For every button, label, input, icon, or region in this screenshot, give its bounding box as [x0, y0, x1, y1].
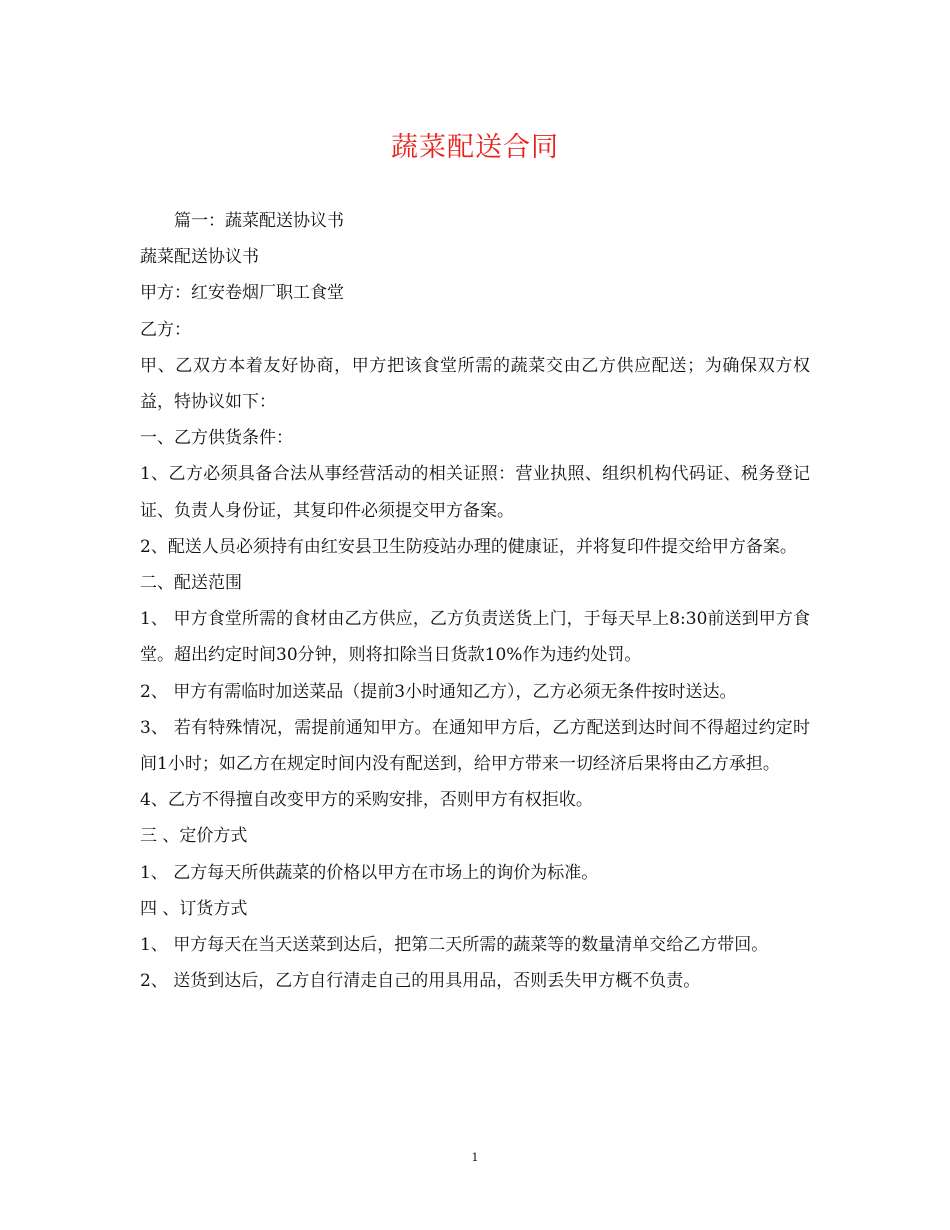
- preamble-paragraph: 甲、乙双方本着友好协商，甲方把该食堂所需的蔬菜交由乙方供应配送；为确保双方权益，特协议如下：: [140, 355, 810, 413]
- clause-item: 1、 乙方每天所供蔬菜的价格以甲方在市场上的询价为标准。: [140, 862, 599, 883]
- clause-item: 3、 若有特殊情况，需提前通知甲方。在通知甲方后，乙方配送到达时间不得超过约定时间1小时；如乙方在规定时间内没有配送到，给甲方带来一切经济后果将由乙方承担。: [140, 717, 810, 775]
- party-b: 乙方：: [140, 319, 191, 340]
- clause-item: 1、乙方必须具备合法从事经营活动的相关证照：营业执照、组织机构代码证、税务登记证、负责人身份证，其复印件必须提交甲方备案。: [140, 464, 810, 521]
- clause-item: 4、乙方不得擅自改变甲方的采购安排，否则甲方有权拒收。: [140, 790, 593, 811]
- clause-heading: 一、乙方供货条件：: [140, 428, 293, 449]
- clause-item: 1、 甲方食堂所需的食材由乙方供应，乙方负责送货上门，于每天早上8:30前送到甲方食堂。超出约定时间30分钟，则将扣除当日货款10%作为违约处罚。: [140, 609, 810, 666]
- clause-item: 2、 甲方有需临时加送菜品（提前3小时通知乙方），乙方必须无条件按时送达。: [140, 681, 737, 702]
- party-a: 甲方：红安卷烟厂职工食堂: [140, 283, 344, 304]
- document-title: 蔬菜配送合同: [391, 132, 559, 163]
- document-body: [140, 203, 810, 999]
- section-heading: 篇一：蔬菜配送协议书: [174, 211, 344, 231]
- clause-item: 2、 送货到达后，乙方自行清走自己的用具用品，否则丢失甲方概不负责。: [140, 971, 701, 992]
- agreement-title: 蔬菜配送协议书: [140, 247, 259, 268]
- clause-heading: 四 、订货方式: [140, 898, 248, 919]
- clause-item: 2、配送人员必须持有由红安县卫生防疫站办理的健康证，并将复印件提交给甲方备案。: [140, 536, 797, 557]
- clause-heading: 三 、定价方式: [140, 826, 248, 847]
- clause-heading: 二、配送范围: [140, 573, 242, 594]
- clause-item: 1、 甲方每天在当天送菜到达后，把第二天所需的蔬菜等的数量清单交给乙方带回。: [140, 935, 769, 956]
- page-number: 1: [471, 1151, 479, 1164]
